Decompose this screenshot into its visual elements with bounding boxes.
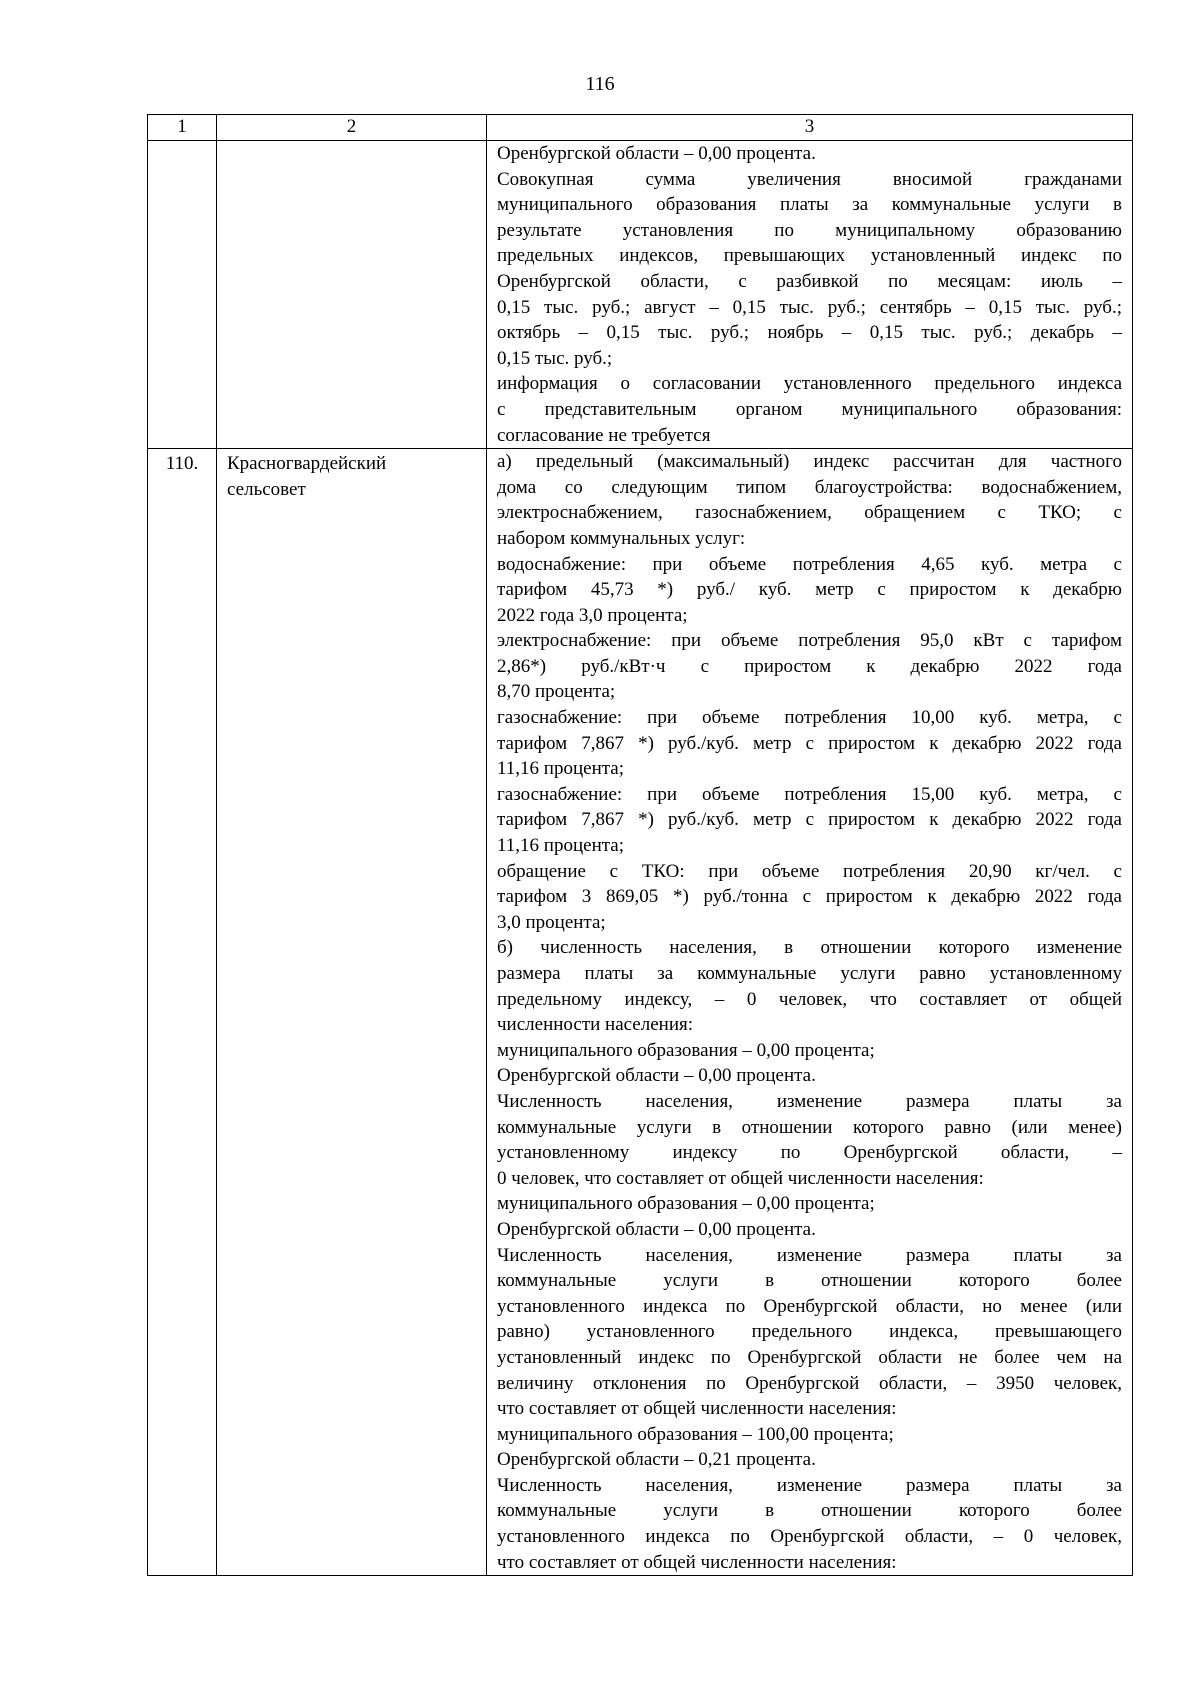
text-line: что составляет от общей численности населения: [497, 1398, 897, 1420]
text-line: 0,15 тыс. руб.; август – 0,15 тыс. руб.; сентябрь – 0,15 тыс. руб.; [497, 296, 1122, 318]
text-line: установленному индексу по Оренбургской области, – [497, 1142, 1122, 1164]
text-line: информация о согласовании установленного предельного индекса [497, 373, 1122, 395]
municipality-name [217, 141, 487, 449]
page-number: 116 [585, 73, 615, 95]
text-line: муниципального образования платы за коммунальные услуги в [497, 194, 1122, 216]
text-line: коммунальные услуги в отношении которого более [497, 1500, 1122, 1522]
column-header-2: 2 [217, 115, 487, 141]
text-line: тарифом 7,867 *) руб./куб. метр с приростом к декабрю 2022 года [497, 732, 1122, 754]
text-line: величину отклонения по Оренбургской области, – 3950 человек, [497, 1372, 1122, 1394]
text-line: Численность населения, изменение размера платы за [497, 1474, 1122, 1496]
text-line: водоснабжение: при объеме потребления 4,65 куб. метра с [497, 553, 1122, 575]
text-line: 0,15 тыс. руб.; [497, 347, 613, 369]
text-line: а) предельный (максимальный) индекс рассчитан для частного [497, 451, 1122, 473]
text-line: муниципального образования – 0,00 процента; [497, 1193, 875, 1215]
text-line: Оренбургской области – 0,00 процента. [497, 143, 816, 164]
text-line: 8,70 процента; [497, 681, 616, 703]
text-line: установленного индекса по Оренбургской области, но менее (или [497, 1295, 1122, 1317]
text-line: газоснабжение: при объеме потребления 15,00 куб. метра, с [497, 783, 1122, 805]
text-line: электроснабжением, газоснабжением, обращением с ТКО; с [497, 502, 1122, 524]
text-line: предельному индексу, – 0 человек, что составляет от общей [497, 988, 1122, 1010]
row-number [148, 141, 217, 449]
text-line: 3,0 процента; [497, 911, 606, 933]
municipality-name-line: сельсовет [227, 478, 306, 500]
text-line: обращение с ТКО: при объеме потребления 20,90 кг/чел. с [497, 860, 1122, 882]
text-line: предельных индексов, превышающих установленный индекс по [497, 245, 1122, 267]
text-line: что составляет от общей численности населения: [497, 1551, 897, 1573]
text-line: 2,86*) руб./кВт·ч с приростом к декабрю 2022 года [497, 655, 1122, 677]
row-description [487, 141, 1133, 449]
column-header-3: 3 [487, 115, 1133, 141]
table-row [148, 141, 1133, 449]
text-line: численности населения: [497, 1014, 694, 1036]
text-line: Оренбургской области – 0,00 процента. [497, 1065, 816, 1087]
text-line: тарифом 7,867 *) руб./куб. метр с приростом к декабрю 2022 года [497, 809, 1122, 831]
text-line: установленный индекс по Оренбургской области не более чем на [497, 1346, 1122, 1368]
text-line: тарифом 45,73 *) руб./ куб. метр с приростом к декабрю [497, 579, 1122, 601]
text-line: 2022 года 3,0 процента; [497, 604, 688, 626]
text-line: газоснабжение: при объеме потребления 10,00 куб. метра, с [497, 707, 1122, 729]
text-line: Численность населения, изменение размера платы за [497, 1244, 1122, 1266]
text-line: 11,16 процента; [497, 835, 624, 857]
text-line: тарифом 3 869,05 *) руб./тонна с приростом к декабрю 2022 года [497, 886, 1122, 908]
text-line: согласование не требуется [497, 424, 711, 446]
table-row [148, 449, 1133, 1576]
text-line: Оренбургской области – 0,21 процента. [497, 1449, 816, 1471]
text-line: электроснабжение: при объеме потребления 95,0 кВт с тарифом [497, 630, 1122, 652]
text-line: с представительным органом муниципального образования: [497, 398, 1122, 420]
row-description [487, 449, 1133, 1576]
column-header-1: 1 [148, 115, 217, 141]
row-number: 110. [148, 449, 217, 1576]
text-line: набором коммунальных услуг: [497, 527, 746, 549]
text-line: Численность населения, изменение размера платы за [497, 1090, 1122, 1112]
text-line: установленного индекса по Оренбургской области, – 0 человек, [497, 1526, 1122, 1548]
text-line: Совокупная сумма увеличения вносимой гражданами [497, 168, 1122, 190]
text-line: дома со следующим типом благоустройства: водоснабжением, [497, 476, 1122, 498]
text-line: муниципального образования – 0,00 процента; [497, 1039, 875, 1061]
text-line: размера платы за коммунальные услуги равно установленному [497, 963, 1122, 984]
text-line: 0 человек, что составляет от общей численности населения: [497, 1167, 984, 1189]
municipality-name-line: Красногвардейский [227, 453, 387, 475]
text-line: результате установления по муниципальному образованию [497, 219, 1122, 241]
text-line: Оренбургской области, с разбивкой по месяцам: июль – [497, 270, 1122, 292]
text-line: равно) установленного предельного индекса, превышающего [497, 1321, 1122, 1343]
document-table [147, 114, 1133, 1576]
text-line: октябрь – 0,15 тыс. руб.; ноябрь – 0,15 тыс. руб.; декабрь – [497, 322, 1122, 344]
table-header-row [148, 115, 1133, 141]
text-line: коммунальные услуги в отношении которого равно (или менее) [497, 1116, 1122, 1138]
text-line: б) численность населения, в отношении которого изменение [497, 937, 1122, 959]
text-line: коммунальные услуги в отношении которого более [497, 1270, 1122, 1292]
municipality-name [217, 449, 487, 1576]
text-line: муниципального образования – 100,00 процента; [497, 1423, 894, 1445]
text-line: 11,16 процента; [497, 758, 624, 780]
text-line: Оренбургской области – 0,00 процента. [497, 1218, 816, 1240]
